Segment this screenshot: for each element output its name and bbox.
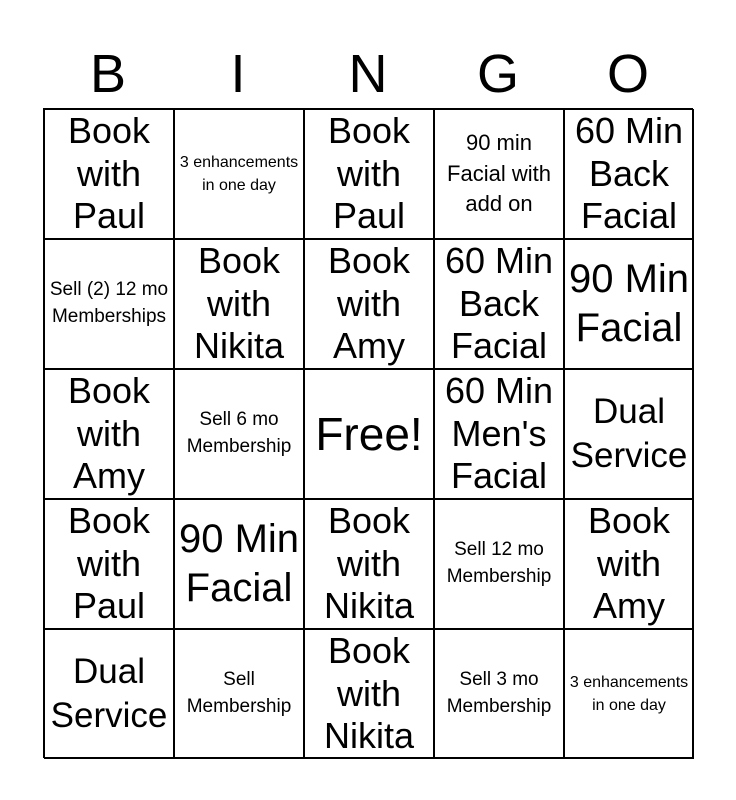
cell-text: Sell 3 mo Membership xyxy=(446,669,552,717)
bingo-header xyxy=(43,40,693,108)
bingo-cell[interactable] xyxy=(564,109,694,239)
bingo-cell[interactable] xyxy=(174,499,304,629)
cell-text: 90 Min Facial xyxy=(178,517,300,610)
cell-text: 3 enhancements in one day xyxy=(569,673,689,714)
cell-text: 90 Min Facial xyxy=(568,257,690,350)
bingo-cell[interactable] xyxy=(434,369,564,499)
free-space-cell[interactable] xyxy=(304,369,434,499)
cell-text: Book with Nikita xyxy=(193,240,285,367)
bingo-cell[interactable] xyxy=(174,109,304,239)
bingo-cell[interactable] xyxy=(174,239,304,369)
bingo-cell[interactable] xyxy=(304,109,434,239)
bingo-cell[interactable] xyxy=(564,629,694,759)
cell-text: 90 min Facial with add on xyxy=(447,130,551,217)
header-letter-i: I xyxy=(230,44,246,104)
bingo-cell[interactable] xyxy=(564,239,694,369)
bingo-cell[interactable] xyxy=(174,629,304,759)
cell-text: Book with Amy xyxy=(327,240,411,367)
cell-text: Sell Membership xyxy=(186,669,292,717)
bingo-cell[interactable] xyxy=(174,369,304,499)
cell-text: Book with Nikita xyxy=(323,500,415,627)
bingo-board xyxy=(43,108,693,758)
free-space-text: Free! xyxy=(315,408,423,460)
header-letter-n: N xyxy=(348,44,388,104)
cell-text: 60 Min Men's Facial xyxy=(444,370,554,497)
bingo-cell[interactable] xyxy=(44,629,174,759)
bingo-cell[interactable] xyxy=(44,369,174,499)
cell-text: Book with Nikita xyxy=(323,630,415,757)
bingo-cell[interactable] xyxy=(434,629,564,759)
bingo-cell[interactable] xyxy=(434,499,564,629)
cell-text: Book with Amy xyxy=(67,370,151,497)
cell-text: Book with Paul xyxy=(67,110,151,237)
bingo-cell[interactable] xyxy=(304,629,434,759)
cell-text: Book with Amy xyxy=(587,500,671,627)
bingo-cell[interactable] xyxy=(434,239,564,369)
bingo-cell[interactable] xyxy=(564,499,694,629)
cell-text: Dual Service xyxy=(570,392,688,475)
header-letter-b: B xyxy=(89,44,127,104)
bingo-cell[interactable] xyxy=(44,239,174,369)
cell-text: Dual Service xyxy=(50,652,168,735)
cell-text: 60 Min Back Facial xyxy=(444,240,554,367)
cell-text: 3 enhancements in one day xyxy=(179,153,299,194)
cell-text: Sell (2) 12 mo Memberships xyxy=(49,279,169,327)
header-letter-o: O xyxy=(606,44,649,104)
cell-text: Sell 12 mo Membership xyxy=(446,539,552,587)
bingo-cell[interactable] xyxy=(44,109,174,239)
bingo-cell[interactable] xyxy=(304,499,434,629)
cell-text: Sell 6 mo Membership xyxy=(186,409,292,457)
cell-text: 60 Min Back Facial xyxy=(574,110,684,237)
bingo-cell[interactable] xyxy=(434,109,564,239)
bingo-cell[interactable] xyxy=(304,239,434,369)
cell-text: Book with Paul xyxy=(67,500,151,627)
bingo-cell[interactable] xyxy=(564,369,694,499)
header-letter-g: G xyxy=(476,44,519,104)
bingo-cell[interactable] xyxy=(44,499,174,629)
cell-text: Book with Paul xyxy=(327,110,411,237)
